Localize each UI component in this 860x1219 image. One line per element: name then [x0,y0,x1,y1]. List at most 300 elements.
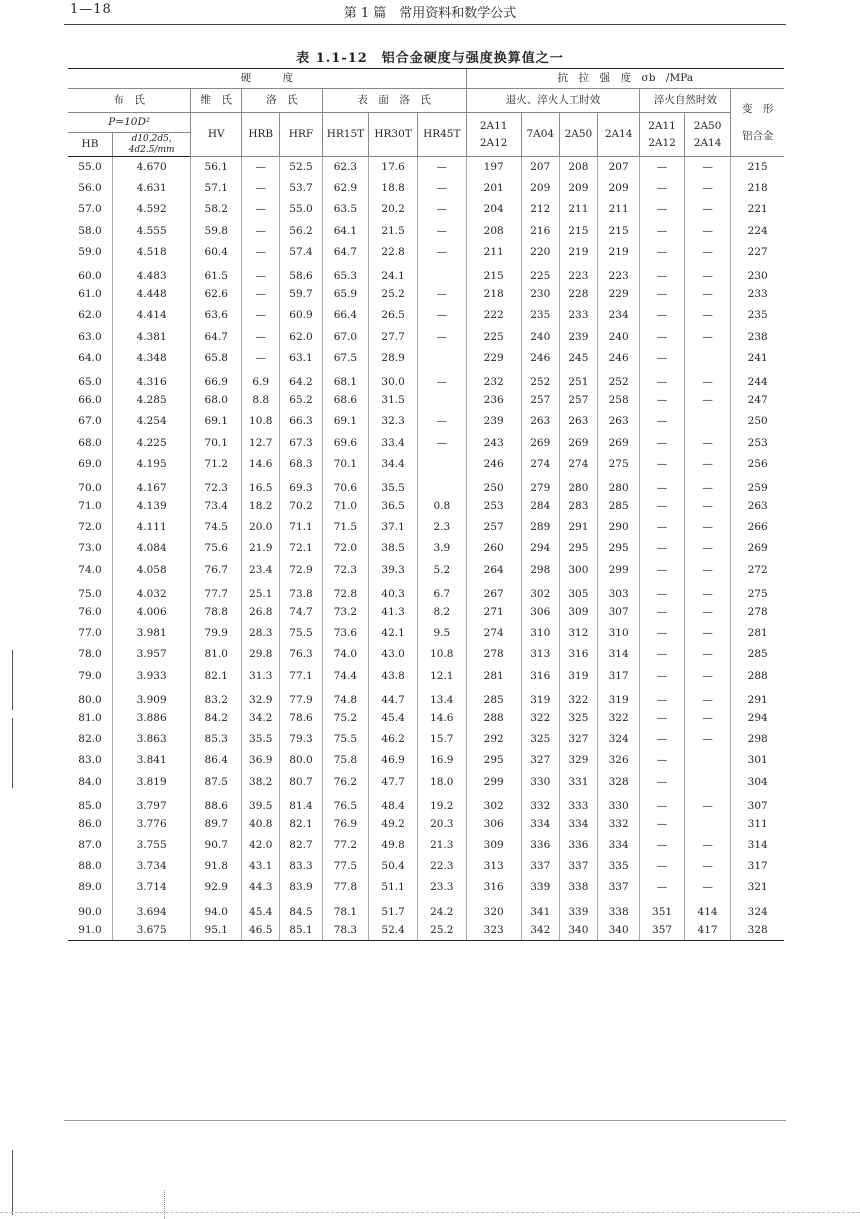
cell-hr45t: 25.2 [417,919,466,940]
cell-hrf: 62.0 [280,326,322,347]
cell-hv: 57.1 [191,178,242,199]
cell-natural-2a11-2a12: — [640,284,684,305]
cell-indentation-d: 4.139 [112,496,190,517]
cell-hrb: 16.5 [242,474,280,495]
cell-hr30t: 34.4 [369,453,418,474]
cell-aged-2a50: 331 [559,771,597,792]
cell-hv: 72.3 [191,474,242,495]
cell-aged-2a50: 211 [559,199,597,220]
cell-aged-2a11-2a12: 299 [466,771,521,792]
cell-natural-2a11-2a12: — [640,771,684,792]
cell-natural-2a50-2a14: — [684,729,731,750]
table-row [68,262,784,283]
cell-aged-7a04: 269 [521,432,559,453]
cell-natural-2a11-2a12: — [640,157,684,178]
cell-indentation-d: 4.167 [112,474,190,495]
cell-natural-2a50-2a14: — [684,835,731,856]
cell-hb: 60.0 [78,270,102,283]
cell-natural-2a50-2a14: — [684,241,731,262]
header-hb: HB [68,133,112,157]
cell-natural-2a50-2a14: — [684,157,731,178]
cell-hr45t: 12.1 [417,665,466,686]
cell-wrought-alloy: 294 [731,707,784,728]
cell-wrought-alloy: 304 [731,771,784,792]
cell-aged-2a11-2a12: 218 [466,284,521,305]
cell-hr30t: 17.6 [369,157,418,178]
cell-hr45t: 9.5 [417,623,466,644]
cell-hr15t: 62.3 [322,157,369,178]
cell-hrf: 60.9 [280,305,322,326]
cell-natural-2a11-2a12: — [640,538,684,559]
cell-aged-2a14: 337 [597,877,639,898]
cell-aged-2a14: 258 [597,390,639,411]
cell-hrb: — [242,305,280,326]
cell-aged-2a14: 263 [597,411,639,432]
cell-hrb: — [242,178,280,199]
cell-hrb: 6.9 [242,368,280,389]
cell-aged-2a11-2a12: 260 [466,538,521,559]
cell-hrf: 83.3 [280,856,322,877]
cell-hrb: 28.3 [242,623,280,644]
cell-aged-2a50: 263 [559,411,597,432]
cell-hr30t: 20.2 [369,199,418,220]
header-natural-aging: 淬火自然时效 [640,89,731,113]
cell-hr30t: 50.4 [369,856,418,877]
cell-aged-7a04: 225 [521,262,559,283]
table-row [68,813,784,834]
cell-hv: 77.7 [191,580,242,601]
cell-aged-7a04: 302 [521,580,559,601]
cell-hv: 62.6 [191,284,242,305]
cell-natural-2a50-2a14: — [684,199,731,220]
cell-hr45t [417,453,466,474]
cell-wrought-alloy: 227 [731,241,784,262]
cell-hb: 65.0 [78,375,102,388]
cell-aged-7a04: 216 [521,220,559,241]
header-natural-2a11-2a12 [640,113,684,157]
header-natural-2a11: 2A11 [648,120,676,133]
cell-natural-2a50-2a14: — [684,601,731,622]
cell-aged-2a14: 229 [597,284,639,305]
cell-natural-2a50-2a14: — [684,220,731,241]
table-row [68,220,784,241]
cell-hb: 83.0 [78,754,102,767]
cell-aged-7a04: 319 [521,686,559,707]
cell-aged-2a14: 223 [597,262,639,283]
cell-wrought-alloy: 235 [731,305,784,326]
cell-aged-7a04: 298 [521,559,559,580]
cell-hr45t: 19.2 [417,792,466,813]
table-row [68,368,784,389]
cell-hb: 76.0 [78,606,102,619]
cell-aged-2a11-2a12: 257 [466,517,521,538]
cell-aged-2a11-2a12: 267 [466,580,521,601]
cell-wrought-alloy: 263 [731,496,784,517]
cell-hrb: 23.4 [242,559,280,580]
cell-hrb: 34.2 [242,707,280,728]
cell-hrf: 71.1 [280,517,322,538]
cell-wrought-alloy: 250 [731,411,784,432]
table-body [68,157,784,941]
cell-hr45t: 22.3 [417,856,466,877]
table-row [68,453,784,474]
table-row [68,326,784,347]
cell-natural-2a50-2a14 [684,771,731,792]
cell-hrb: 45.4 [242,898,280,919]
cell-aged-2a14: 322 [597,707,639,728]
cell-hr15t: 78.1 [322,898,369,919]
cell-aged-7a04: 294 [521,538,559,559]
cell-hr30t: 51.7 [369,898,418,919]
cell-wrought-alloy: 317 [731,856,784,877]
cell-hr15t: 78.3 [322,919,369,940]
page-header [0,0,860,34]
cell-hrf: 79.3 [280,729,322,750]
cell-aged-2a14: 299 [597,559,639,580]
cell-natural-2a50-2a14: — [684,305,731,326]
page-edge [0,1212,860,1213]
cell-aged-7a04: 240 [521,326,559,347]
cell-aged-2a50: 336 [559,835,597,856]
cell-hrf: 65.2 [280,390,322,411]
cell-hr15t: 71.5 [322,517,369,538]
cell-hr15t: 67.0 [322,326,369,347]
cell-aged-2a50: 280 [559,474,597,495]
cell-hr30t: 32.3 [369,411,418,432]
margin-mark [12,650,13,710]
cell-natural-2a11-2a12: — [640,707,684,728]
cell-natural-2a11-2a12: — [640,517,684,538]
cell-hrf: 57.4 [280,241,322,262]
cell-hr45t: — [417,432,466,453]
header-rockwell: 洛 氏 [242,89,322,113]
cell-hr45t: 5.2 [417,559,466,580]
cell-indentation-d: 4.483 [112,262,190,283]
cell-wrought-alloy: 224 [731,220,784,241]
header-strength: 抗 拉 强 度 σb /MPa [466,69,784,89]
cell-hv: 71.2 [191,453,242,474]
cell-aged-2a11-2a12: 264 [466,559,521,580]
cell-hv: 83.2 [191,686,242,707]
cell-hr30t: 46.9 [369,750,418,771]
header-surface-rockwell: 表 面 洛 氏 [322,89,466,113]
cell-natural-2a50-2a14: — [684,432,731,453]
cell-aged-7a04: 230 [521,284,559,305]
cell-aged-7a04: 334 [521,813,559,834]
cell-aged-2a50: 322 [559,686,597,707]
cell-natural-2a50-2a14: — [684,453,731,474]
cell-natural-2a11-2a12: — [640,835,684,856]
cell-hv: 60.4 [191,241,242,262]
table-row [68,305,784,326]
cell-natural-2a11-2a12: — [640,305,684,326]
cell-aged-2a14: 338 [597,898,639,919]
cell-hrb: 39.5 [242,792,280,813]
cell-indentation-d: 4.631 [112,178,190,199]
cell-hr30t: 33.4 [369,432,418,453]
cell-natural-2a50-2a14: — [684,474,731,495]
cell-hb: 71.0 [78,500,102,513]
cell-wrought-alloy: 269 [731,538,784,559]
table-row [68,347,784,368]
cell-hrb: — [242,220,280,241]
cell-hrb: — [242,326,280,347]
cell-aged-2a11-2a12: 204 [466,199,521,220]
cell-hb: 58.0 [78,224,102,237]
cell-hv: 95.1 [191,919,242,940]
cell-aged-2a11-2a12: 323 [466,919,521,940]
cell-aged-2a11-2a12: 225 [466,326,521,347]
cell-natural-2a50-2a14: — [684,792,731,813]
page-number: 1—18 [70,2,112,17]
cell-hv: 66.9 [191,368,242,389]
cell-hr15t: 76.9 [322,813,369,834]
cell-aged-7a04: 325 [521,729,559,750]
cell-wrought-alloy: 259 [731,474,784,495]
cell-hr30t: 52.4 [369,919,418,940]
cell-hr15t: 71.0 [322,496,369,517]
cell-indentation-d: 4.670 [112,157,190,178]
cell-hr30t: 43.0 [369,644,418,665]
cell-hb: 80.0 [78,693,102,706]
cell-natural-2a50-2a14: — [684,856,731,877]
cell-hb: 72.0 [78,521,102,534]
cell-aged-2a11-2a12: 274 [466,623,521,644]
header-wrought-alloy-label: 铝合金 [741,129,774,142]
cell-hv: 92.9 [191,877,242,898]
header-hv: HV [191,113,242,157]
cell-aged-2a11-2a12: 246 [466,453,521,474]
cell-hr15t: 68.6 [322,390,369,411]
cell-hr45t: — [417,284,466,305]
cell-hr45t: — [417,178,466,199]
header-load-formula: P=10D² [68,113,191,133]
cell-aged-2a50: 233 [559,305,597,326]
cell-wrought-alloy: 272 [731,559,784,580]
cell-indentation-d: 3.957 [112,644,190,665]
header-hardness: 硬 度 [68,69,466,89]
cell-hr45t [417,390,466,411]
cell-aged-7a04: 289 [521,517,559,538]
cell-aged-2a14: 252 [597,368,639,389]
cell-aged-7a04: 235 [521,305,559,326]
cell-indentation-d: 3.797 [112,792,190,813]
cell-natural-2a11-2a12: — [640,559,684,580]
cell-natural-2a50-2a14: 417 [684,919,731,940]
cell-aged-2a11-2a12: 211 [466,241,521,262]
header-2a12: 2A12 [479,136,508,149]
cell-hr45t: 16.9 [417,750,466,771]
table-title: 表 1.1-12 铝合金硬度与强度换算值之一 [296,51,564,66]
cell-indentation-d: 3.981 [112,623,190,644]
cell-hrb: — [242,284,280,305]
cell-hrb: — [242,199,280,220]
cell-aged-2a14: 246 [597,347,639,368]
cell-natural-2a50-2a14: — [684,644,731,665]
cell-hrb: 10.8 [242,411,280,432]
cell-hrf: 82.1 [280,813,322,834]
cell-hv: 94.0 [191,898,242,919]
cell-aged-2a11-2a12: 239 [466,411,521,432]
cell-wrought-alloy: 253 [731,432,784,453]
cell-indentation-d: 4.084 [112,538,190,559]
cell-natural-2a50-2a14: — [684,580,731,601]
cell-natural-2a50-2a14: — [684,538,731,559]
cell-aged-7a04: 274 [521,453,559,474]
table-row [68,771,784,792]
cell-hrf: 72.9 [280,559,322,580]
cell-aged-2a50: 269 [559,432,597,453]
cell-aged-7a04: 342 [521,919,559,940]
table-row [68,390,784,411]
cell-hv: 59.8 [191,220,242,241]
cell-indentation-d: 3.819 [112,771,190,792]
table-row [68,496,784,517]
cell-aged-2a50: 319 [559,665,597,686]
cell-aged-2a11-2a12: 306 [466,813,521,834]
table-row [68,284,784,305]
cell-natural-2a50-2a14: 414 [684,898,731,919]
table-row [68,729,784,750]
header-2a11: 2A11 [479,120,508,133]
cell-hr45t: 10.8 [417,644,466,665]
cell-natural-2a50-2a14: — [684,517,731,538]
cell-aged-2a14: 207 [597,157,639,178]
cell-aged-2a14: 303 [597,580,639,601]
header-hr30t: HR30T [369,113,418,157]
cell-hrf: 83.9 [280,877,322,898]
cell-hv: 75.6 [191,538,242,559]
cell-hrb: 42.0 [242,835,280,856]
cell-aged-2a50: 316 [559,644,597,665]
cell-hr30t: 39.3 [369,559,418,580]
cell-wrought-alloy: 328 [731,919,784,940]
cell-aged-7a04: 327 [521,750,559,771]
cell-wrought-alloy: 215 [731,157,784,178]
cell-hr15t: 74.0 [322,644,369,665]
cell-aged-2a50: 219 [559,241,597,262]
cell-aged-2a11-2a12: 208 [466,220,521,241]
cell-hrb: 35.5 [242,729,280,750]
cell-aged-2a11-2a12: 201 [466,178,521,199]
cell-hr30t: 22.8 [369,241,418,262]
cell-aged-7a04: 220 [521,241,559,262]
cell-natural-2a11-2a12: — [640,729,684,750]
cell-natural-2a50-2a14: — [684,707,731,728]
cell-wrought-alloy: 311 [731,813,784,834]
cell-hrb: 40.8 [242,813,280,834]
cell-natural-2a11-2a12: — [640,368,684,389]
table-row [68,686,784,707]
cell-hr15t: 76.5 [322,792,369,813]
cell-natural-2a11-2a12: — [640,601,684,622]
cell-aged-2a50: 329 [559,750,597,771]
cell-aged-2a11-2a12: 313 [466,856,521,877]
cell-aged-7a04: 279 [521,474,559,495]
cell-aged-2a11-2a12: 236 [466,390,521,411]
table-row [68,178,784,199]
table-row [68,432,784,453]
table-row [68,411,784,432]
cell-hb: 78.0 [78,648,102,661]
cell-hr15t: 72.3 [322,559,369,580]
cell-hr15t: 74.8 [322,686,369,707]
cell-aged-2a14: 334 [597,835,639,856]
cell-wrought-alloy: 307 [731,792,784,813]
cell-hrf: 53.7 [280,178,322,199]
cell-indentation-d: 3.886 [112,707,190,728]
cell-hrf: 80.0 [280,750,322,771]
cell-natural-2a50-2a14: — [684,559,731,580]
cell-aged-2a14: 317 [597,665,639,686]
cell-hr30t: 40.3 [369,580,418,601]
header-natural-2a14: 2A14 [693,136,722,149]
cell-aged-2a14: 211 [597,199,639,220]
cell-aged-2a11-2a12: 197 [466,157,521,178]
cell-natural-2a11-2a12: — [640,262,684,283]
cell-aged-2a50: 340 [559,919,597,940]
cell-hrf: 76.3 [280,644,322,665]
cell-indentation-d: 3.776 [112,813,190,834]
cell-hb: 74.0 [78,563,102,576]
header-hrb: HRB [242,113,280,157]
cell-aged-2a14: 330 [597,792,639,813]
cell-aged-2a11-2a12: 281 [466,665,521,686]
cell-hb: 88.0 [78,860,102,873]
cell-hr45t [417,474,466,495]
header-annealed-artificial-aging: 退火、淬火人工时效 [466,89,640,113]
cell-natural-2a11-2a12: — [640,856,684,877]
table-row [68,623,784,644]
cell-wrought-alloy: 278 [731,601,784,622]
cell-hr30t: 31.5 [369,390,418,411]
cell-hr30t: 37.1 [369,517,418,538]
cell-hrb: 38.2 [242,771,280,792]
cell-aged-2a11-2a12: 288 [466,707,521,728]
cell-hv: 89.7 [191,813,242,834]
cell-aged-2a11-2a12: 253 [466,496,521,517]
cell-natural-2a11-2a12: — [640,496,684,517]
cell-hb: 85.0 [78,799,102,812]
cell-hr15t: 75.5 [322,729,369,750]
header-natural-2a50-2a14 [684,113,731,157]
cell-hb: 66.0 [78,394,102,407]
cell-hv: 56.1 [191,157,242,178]
header-indentation-diameter [112,133,190,157]
cell-hv: 85.3 [191,729,242,750]
cell-hr45t: — [417,326,466,347]
cell-hr45t: 6.7 [417,580,466,601]
cell-aged-7a04: 252 [521,368,559,389]
cell-aged-2a14: 219 [597,241,639,262]
cell-hb: 90.0 [78,905,102,918]
cell-hv: 82.1 [191,665,242,686]
cell-aged-2a14: 290 [597,517,639,538]
cell-wrought-alloy: 291 [731,686,784,707]
cell-hr30t: 41.3 [369,601,418,622]
cell-hrb: — [242,241,280,262]
cell-hr45t: — [417,411,466,432]
cell-hv: 81.0 [191,644,242,665]
cell-hr15t: 64.1 [322,220,369,241]
cell-hrf: 59.7 [280,284,322,305]
cell-hb: 57.0 [78,203,102,216]
cell-natural-2a11-2a12: — [640,750,684,771]
cell-aged-2a11-2a12: 309 [466,835,521,856]
cell-aged-7a04: 212 [521,199,559,220]
cell-aged-7a04: 284 [521,496,559,517]
cell-hr30t: 30.0 [369,368,418,389]
